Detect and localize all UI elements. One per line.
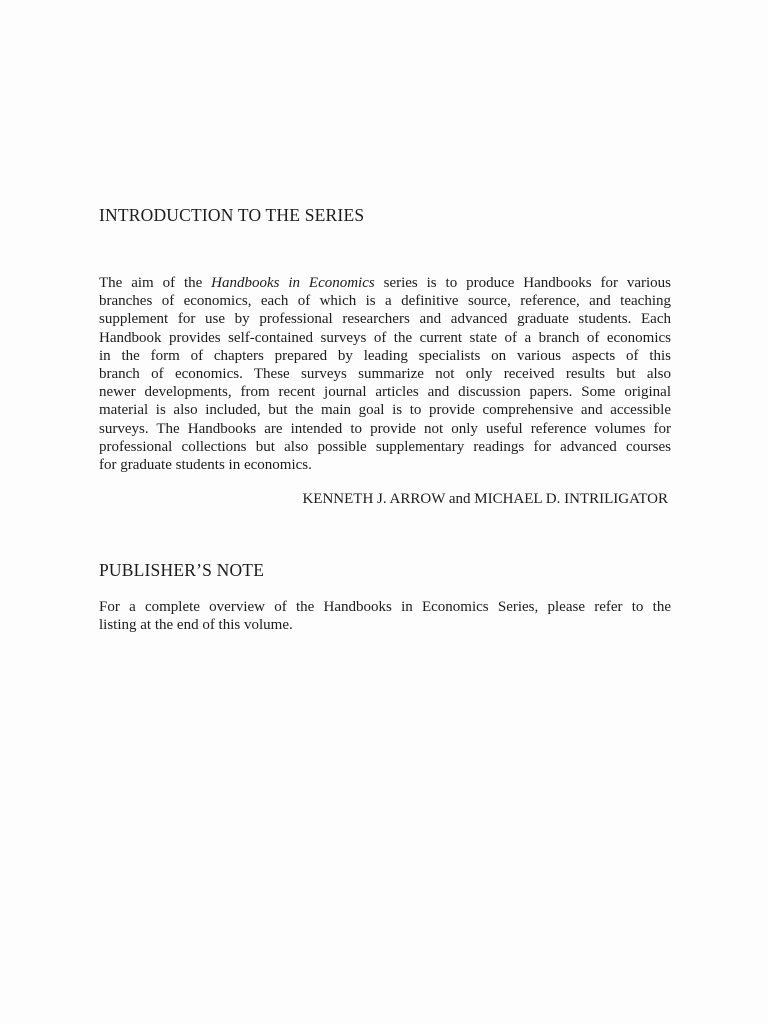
intro-line-4: Handbook provides self-contained surveys of the current state of a branch of economics xyxy=(99,329,671,346)
publisher-note-heading: PUBLISHER’S NOTE xyxy=(99,560,265,580)
publisher-note-line-1: For a complete overview of the Handbooks in Economics Series, please refer to the xyxy=(99,599,671,615)
intro-paragraph xyxy=(99,274,671,474)
intro-line-6: branch of economics. These surveys summarize not only received results but also xyxy=(99,366,671,383)
intro-heading: INTRODUCTION TO THE SERIES xyxy=(99,205,365,225)
intro-line-10: professional collections but also possible supplementary readings for advanced courses xyxy=(99,438,671,455)
intro-line-5: in the form of chapters prepared by leading specialists on various aspects of this xyxy=(99,347,671,364)
series-title-italic: Handbooks in Economics xyxy=(211,275,375,291)
intro-line-9: surveys. The Handbooks are intended to provide not only useful reference volumes for xyxy=(99,420,671,437)
intro-line-1-end: series is to produce Handbooks for various xyxy=(374,275,671,291)
publisher-note-paragraph xyxy=(99,598,671,634)
publisher-note-line-2: listing at the end of this volume. xyxy=(99,617,293,634)
intro-line-2: branches of economics, each of which is a definitive source, reference, and teaching xyxy=(99,293,671,310)
intro-line-8: material is also included, but the main goal is to provide comprehensive and accessible xyxy=(99,402,671,419)
intro-line-3: supplement for use by professional researchers and advanced graduate students. Each xyxy=(99,311,671,328)
editors-signature: KENNETH J. ARROW and MICHAEL D. INTRILIGATOR xyxy=(302,491,668,507)
intro-line-11: for graduate students in economics. xyxy=(99,457,312,474)
intro-line-7: newer developments, from recent journal articles and discussion papers. Some original xyxy=(99,384,671,401)
intro-line-1 xyxy=(99,274,671,292)
intro-line-1-start: The aim of the xyxy=(99,275,212,291)
